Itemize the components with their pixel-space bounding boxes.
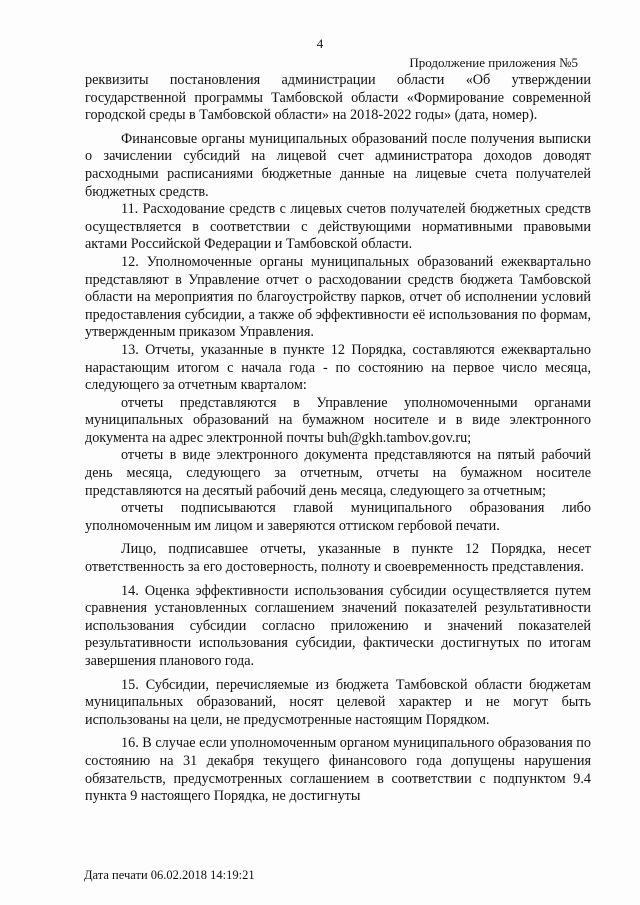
paragraph: Лицо, подписавшее отчеты, указанные в пункте 12 Порядка, несет ответственность за его достоверность, полноту и своевременность представления.: [85, 541, 591, 576]
document-body: [85, 72, 591, 806]
print-date: Дата печати 06.02.2018 14:19:21: [84, 868, 255, 882]
appendix-continuation-note: Продолжение приложения №5: [409, 55, 578, 70]
paragraph: реквизиты постановления администрации области «Об утверждении государственной программы Тамбовской области «Формирование современной городской среды в Тамбовской области» на 2018-2022 годы» (дата, номер).: [85, 72, 591, 124]
paragraph: 16. В случае если уполномоченным органом муниципального образования по состоянию на 31 декабря текущего финансового года допущены нарушения обязательств, предусмотренных соглашением в соответствии с подпунктом 9.4 пункта 9 настоящего Порядка, не достигнуты: [85, 735, 591, 805]
paragraph: 15. Субсидии, перечисляемые из бюджета Тамбовской области бюджетам муниципальных образований, носят целевой характер и не могут быть использованы на цели, не предусмотренные настоящим Порядком.: [85, 676, 591, 728]
paragraph: 13. Отчеты, указанные в пункте 12 Порядка, составляются ежеквартально нарастающим итогом с начала года - по состоянию на первое число месяца, следующего за отчетным кварталом:: [85, 341, 591, 394]
paragraph: Финансовые органы муниципальных образований после получения выписки о зачислении субсидий на лицевой счет администратора доходов доводят расходными расписаниями бюджетные данные на лицевые счета получателей бюджетных средств.: [85, 130, 591, 200]
paragraph: 14. Оценка эффективности использования субсидии осуществляется путем сравнения установленных соглашением значений показателей результативности использования субсидии согласно приложению и значений показателей результативности использования субсидии, фактически достигнутых по итогам завершения планового года.: [85, 582, 591, 669]
paragraph: отчеты в виде электронного документа представляются на пятый рабочий день месяца, следующего за отчетным, отчеты на бумажном носителе представляются на десятый рабочий день месяца, следующего за отчетным;: [85, 447, 591, 499]
paragraph: 12. Уполномоченные органы муниципальных образований ежеквартально представляют в Управление отчет о расходовании средств бюджета Тамбовской области на мероприятия по благоустройству парков, отчет об исполнении условий предоставления субсидии, а также об эффективности её использования по формам, утвержденным приказом Управления.: [85, 253, 591, 341]
page-number: 4: [316, 36, 324, 51]
paragraph: 11. Расходование средств с лицевых счетов получателей бюджетных средств осуществляется в соответствии с действующими нормативными правовыми актами Российской Федерации и Тамбовской области.: [85, 201, 591, 253]
paragraph: отчеты подписываются главой муниципального образования либо уполномоченным им лицом и заверяются оттиском гербовой печати.: [85, 500, 591, 534]
paragraph: отчеты представляются в Управление уполномоченными органами муниципальных образований на бумажном носителе и в виде электронного документа на адрес электронной почты buh@gkh.tambov.gov.ru;: [85, 394, 591, 446]
